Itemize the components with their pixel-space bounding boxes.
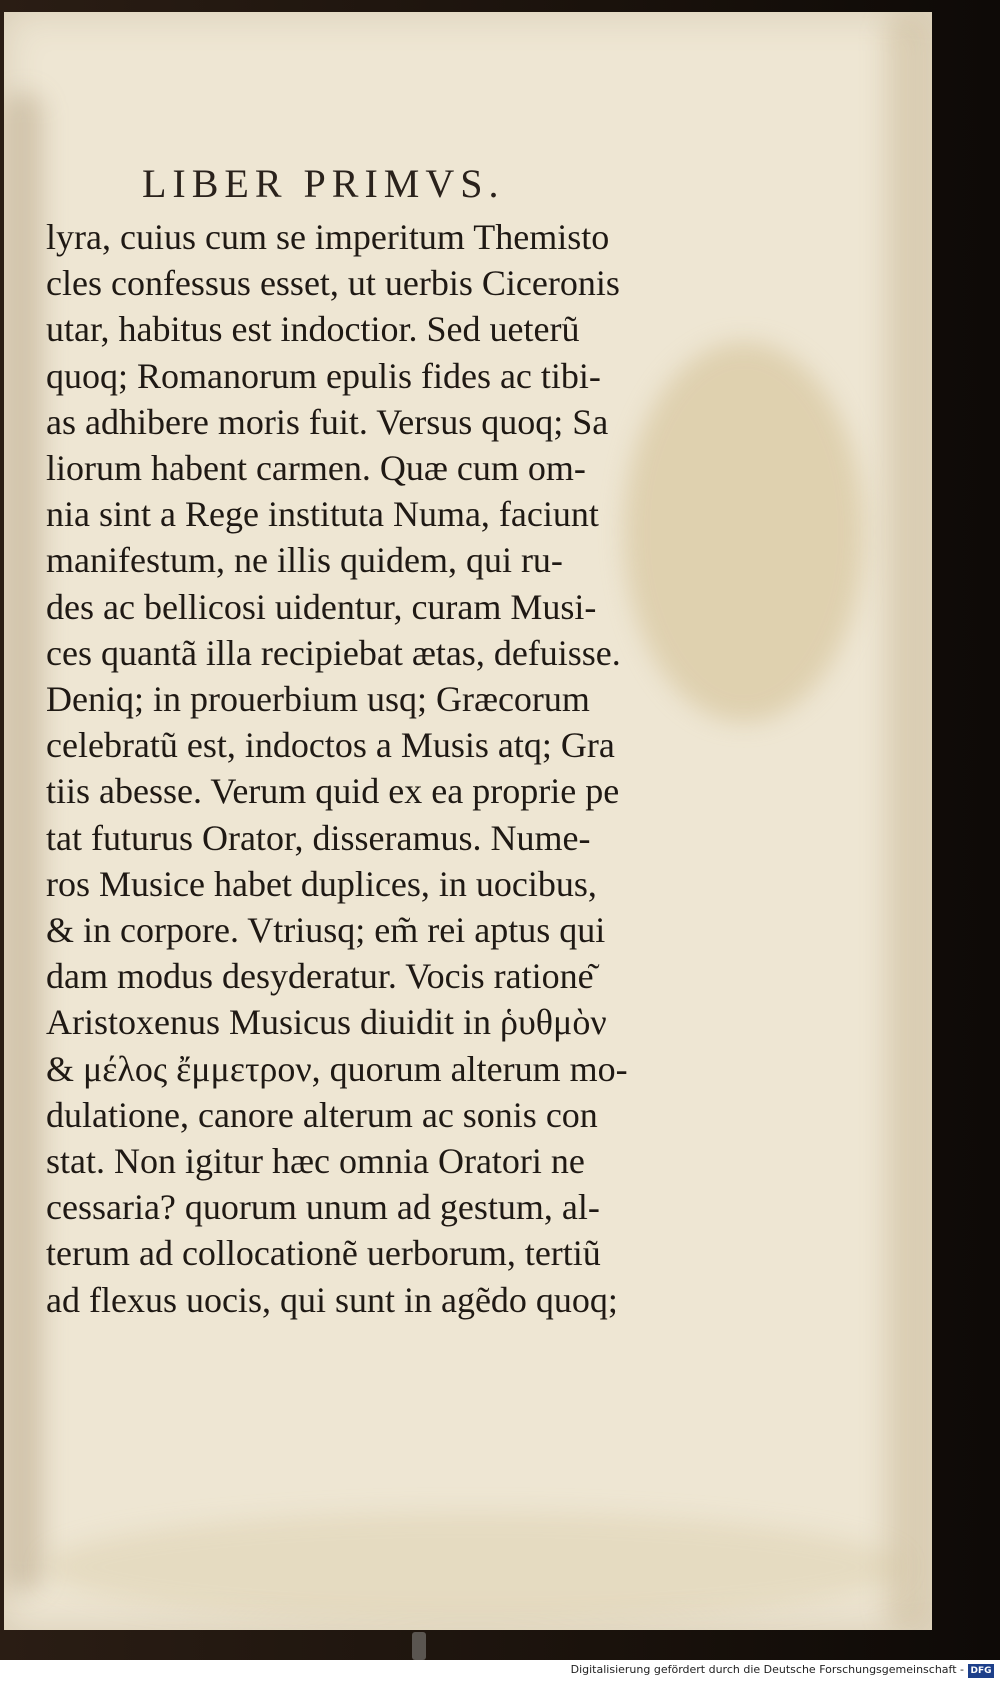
text-line: stat. Non igitur hæc omnia Oratori ne [46, 1141, 585, 1182]
bottom-discoloration [44, 1512, 904, 1622]
footer-credit: Digitalisierung gefördert durch die Deutsche Forschungsgemeinschaft - [570, 1663, 964, 1676]
text-line: cles confessus esset, ut uerbis Ciceronis [46, 263, 620, 304]
text-line: tiis abesse. Verum quid ex ea proprie pe [46, 771, 620, 812]
text-line: ces quantã illa recipiebat ætas, defuisse. [46, 632, 621, 673]
gutter-shadow [4, 92, 44, 1592]
text-block [46, 214, 706, 1323]
text-line: quoq; Romanorum epulis fides ac tibi- [46, 355, 601, 396]
text-line: cessaria? quorum unum ad gestum, al- [46, 1187, 600, 1228]
running-head: LIBER PRIMVS. [142, 161, 505, 206]
text-line: & in corpore. Vtriusq; em̃ rei aptus qui [46, 910, 606, 951]
text-line: des ac bellicosi uidentur, curam Musi- [46, 586, 597, 627]
text-line: tat futurus Orator, disseramus. Nume- [46, 817, 591, 858]
text-line: ad flexus uocis, qui sunt in agẽdo quoq; [46, 1279, 618, 1320]
text-line: as adhibere moris fuit. Versus quoq; Sa [46, 401, 609, 442]
text-line: celebratũ est, indoctos a Musis atq; Gra [46, 725, 615, 766]
binding-thread [412, 1632, 426, 1660]
book-page [4, 12, 932, 1630]
text-line: & μέλος ἔμμετρον, quorum alterum mo- [46, 1048, 628, 1089]
text-line: dulatione, canore alterum ac sonis con [46, 1094, 598, 1135]
text-line: Deniq; in prouerbium usq; Græcorum [46, 679, 590, 720]
text-line: ros Musice habet duplices, in uocibus, [46, 863, 597, 904]
text-line: utar, habitus est indoctior. Sed ueterũ [46, 309, 580, 350]
page-edge-shadow [884, 12, 932, 1630]
text-line: nia sint a Rege instituta Numa, faciunt [46, 494, 599, 535]
text-line: liorum habent carmen. Quæ cum om- [46, 448, 586, 489]
text-line: dam modus desyderatur. Vocis ratione͂ [46, 956, 594, 997]
text-line: terum ad collocationẽ uerborum, tertiũ [46, 1233, 601, 1274]
text-line: lyra, cuius cum se imperitum Themisto [46, 217, 610, 257]
text-line: Aristoxenus Musicus diuidit in ῥυθμὸν [46, 1002, 607, 1043]
dfg-logo: DFG [968, 1664, 994, 1678]
text-line: manifestum, ne illis quidem, qui ru- [46, 540, 563, 581]
